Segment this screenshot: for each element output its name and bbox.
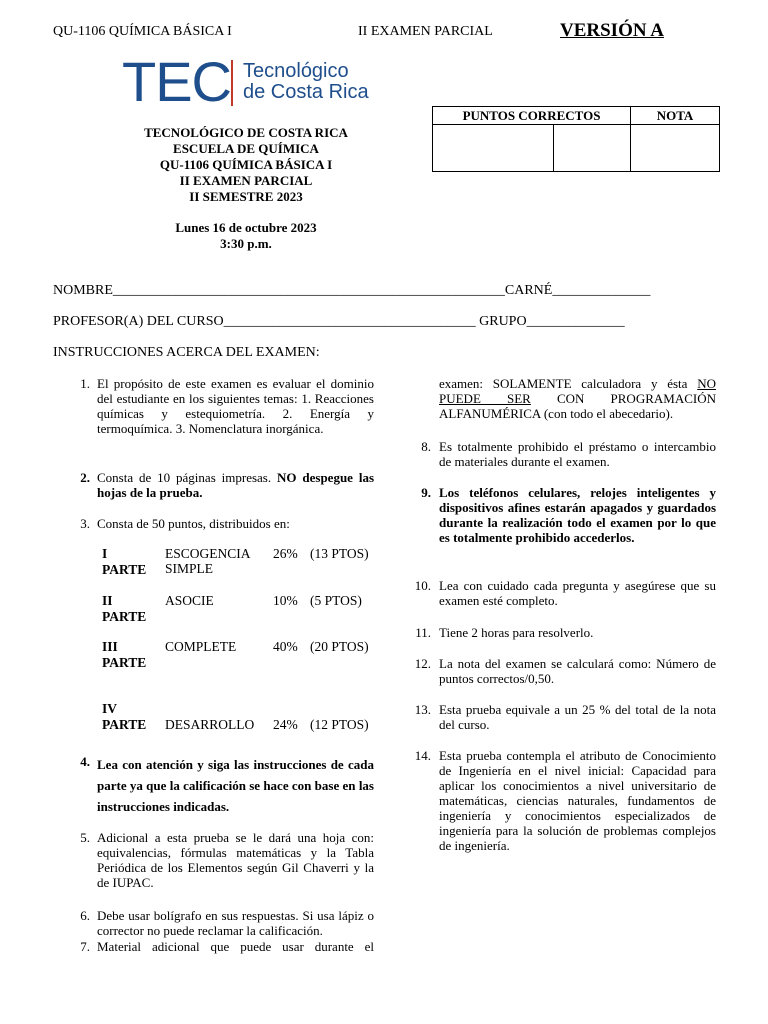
- institution-block: TECNOLÓGICO DE COSTA RICA ESCUELA DE QUÍMICA QU-1106 QUÍMICA BÁSICA I II EXAMEN PARCIAL II SEMESTRE 2023: [144, 125, 348, 204]
- instruction-12: La nota del examen se calculará como: Número de puntos correctos/0,50.: [439, 656, 716, 686]
- score-header-puntos: PUNTOS CORRECTOS: [433, 107, 631, 125]
- instruction-1: El propósito de este examen es evaluar el dominio del estudiante en los siguientes temas: 1. Reacciones químicas y estequiometría. 2. Energía y termoquímica. 3. Nomenclatura inorgánica.: [97, 376, 374, 436]
- instruction-3: Consta de 50 puntos, distribuidos en:: [97, 516, 290, 531]
- score-cell-nota[interactable]: [631, 125, 720, 172]
- instruction-11: Tiene 2 horas para resolverlo.: [439, 625, 594, 640]
- instruction-2: Consta de 10 páginas impresas. NO despegue las hojas de la prueba.: [97, 470, 375, 500]
- profesor-grupo-field[interactable]: PROFESOR(A) DEL CURSO____________________________________ GRUPO______________: [53, 314, 625, 329]
- version-label: VERSIÓN A: [560, 20, 664, 41]
- tec-logo-name: Tecnológico de Costa Rica: [243, 60, 369, 103]
- instruction-5: Adicional a esta prueba se le dará una hoja con: equivalencias, fórmulas matemáticas y la Tabla Periódica de los Elementos según Gil Chaverri y la de IUPAC.: [97, 830, 374, 890]
- instruction-7: Material adicional que puede usar durante el: [97, 939, 374, 954]
- instruction-9: Los teléfonos celulares, relojes inteligentes y dispositivos afines estarán apagados y guardados durante la realización todo el examen por lo que es totalmente prohibido accederlos.: [439, 485, 716, 545]
- instruction-4: Lea con atención y siga las instrucciones de cada parte ya que la calificación se hace con base en las instrucciones indicadas.: [97, 757, 374, 814]
- instruction-14: Esta prueba contempla el atributo de Conocimiento de Ingeniería en el nivel inicial: Capacidad para aplicar los conocimientos a nivel universitario de matemáticas, ciencias naturales, fundamentos de ingeniería y conocimientos especializados de ingeniería para la solución de problemas complejos de ingeniería.: [439, 748, 716, 853]
- instruction-10: Lea con cuidado cada pregunta y asegúrese que su examen esté completo.: [439, 578, 716, 608]
- score-cell-puntos-1[interactable]: [433, 125, 554, 172]
- logo-divider: [231, 60, 233, 106]
- course-code: QU-1106 QUÍMICA BÁSICA I: [53, 24, 232, 39]
- instruction-13: Esta prueba equivale a un 25 % del total de la nota del curso.: [439, 702, 716, 732]
- tec-logo-mark: TEC: [122, 50, 231, 113]
- instruction-8: Es totalmente prohibido el préstamo o intercambio de materiales durante el examen.: [439, 439, 716, 469]
- score-header-nota: NOTA: [631, 107, 720, 125]
- exam-title: II EXAMEN PARCIAL: [358, 24, 493, 39]
- instructions-title: INSTRUCCIONES ACERCA DEL EXAMEN:: [53, 345, 320, 360]
- instruction-7-continued: examen: SOLAMENTE calculadora y ésta NO PUEDE SER CON PROGRAMACIÓN ALFANUMÉRICA (con todo el abecedario).: [439, 376, 716, 421]
- exam-date: Lunes 16 de octubre 2023 3:30 p.m.: [175, 220, 317, 251]
- score-cell-puntos-2[interactable]: [554, 125, 631, 172]
- instruction-6: Debe usar bolígrafo en sus respuestas. Si usa lápiz o corrector no puede reclamar la calificación.: [97, 908, 374, 938]
- nombre-carne-field[interactable]: NOMBRE________________________________________________________CARNÉ______________: [53, 283, 651, 298]
- score-table: [432, 106, 720, 172]
